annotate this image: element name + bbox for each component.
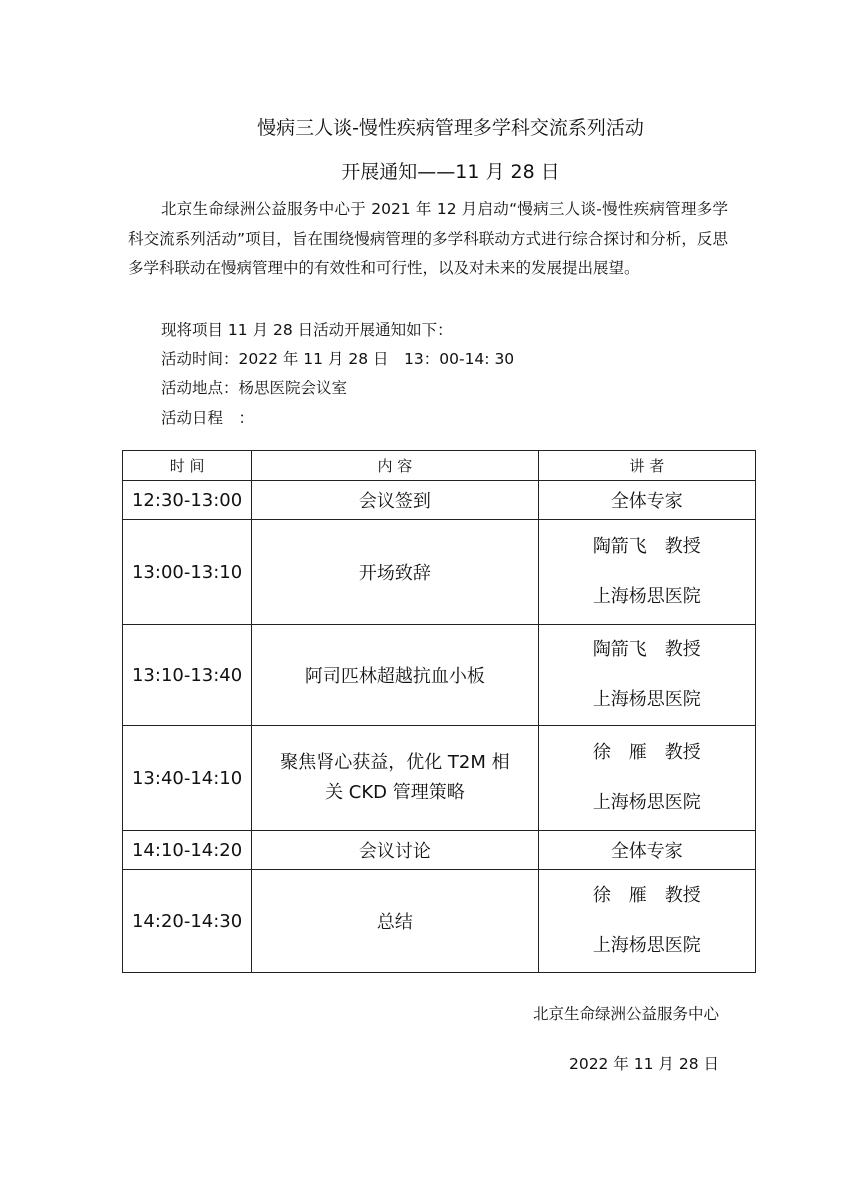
header-content: 内 容 [252,451,538,481]
table-row [123,726,756,831]
row-speaker-cell [538,870,755,973]
row-content: 开场致辞 [252,520,538,625]
row-content: 总结 [252,870,538,973]
row-speaker-cell [538,726,755,831]
row-speaker: 徐 雁 教授 [592,885,701,906]
row-speaker-cell [538,520,755,625]
activity-time: 活动时间：2022 年 11 月 28 日 13：00-14: 30 [161,350,515,368]
header-speaker: 讲 者 [538,451,755,481]
row-speaker: 陶箭飞 教授 [592,536,701,557]
activity-agenda-label: 活动日程 ： [161,409,255,427]
row-speaker-cell [538,625,755,726]
table-row [123,481,756,520]
table-row [123,625,756,726]
row-time: 13:00-13:10 [123,520,252,625]
row-speaker: 徐 雁 教授 [592,742,701,763]
row-content: 会议签到 [252,481,538,520]
row-speaker-org: 上海杨思医院 [592,689,701,710]
row-content-line2: 关 CKD 管理策略 [325,782,465,803]
table-row [123,831,756,870]
table-row [123,520,756,625]
row-speaker-org: 上海杨思医院 [592,935,701,956]
row-time: 12:30-13:00 [123,481,252,520]
row-time: 13:40-14:10 [123,726,252,831]
row-speaker: 全体专家 [538,831,755,870]
activity-place: 活动地点：杨思医院会议室 [161,379,348,397]
row-content-cell [252,726,538,831]
row-content: 会议讨论 [252,831,538,870]
signature-date: 2022 年 11 月 28 日 [568,1055,719,1073]
row-time: 14:20-14:30 [123,870,252,973]
row-time: 14:10-14:20 [123,831,252,870]
document-title-line2: 开展通知——11 月 28 日 [341,161,560,183]
notice-line: 现将项目 11 月 28 日活动开展通知如下： [161,321,453,339]
row-content-line1: 聚焦肾心获益，优化 T2M 相 [280,752,510,773]
row-time: 13:10-13:40 [123,625,252,726]
table-header-row [123,451,756,481]
table-row [123,870,756,973]
row-content: 阿司匹林超越抗血小板 [252,625,538,726]
document-title-line1: 慢病三人谈-慢性疾病管理多学科交流系列活动 [257,117,644,139]
row-speaker: 陶箭飞 教授 [592,639,701,660]
row-speaker-org: 上海杨思医院 [592,586,701,607]
signature-org: 北京生命绿洲公益服务中心 [532,1005,719,1023]
schedule-table [122,450,756,973]
row-speaker: 全体专家 [538,481,755,520]
header-time: 时 间 [123,451,252,481]
row-speaker-org: 上海杨思医院 [592,792,701,813]
intro-paragraph: 北京生命绿洲公益服务中心于 2021 年 12 月启动“慢病三人谈-慢性疾病管理多学科交流系列活动”项目，旨在围绕慢病管理的多学科联动方式进行综合探讨和分析，反思多学科联动在慢病管理中的有效性和可行性，以及对未来的发展提出展望。 [128,200,728,277]
